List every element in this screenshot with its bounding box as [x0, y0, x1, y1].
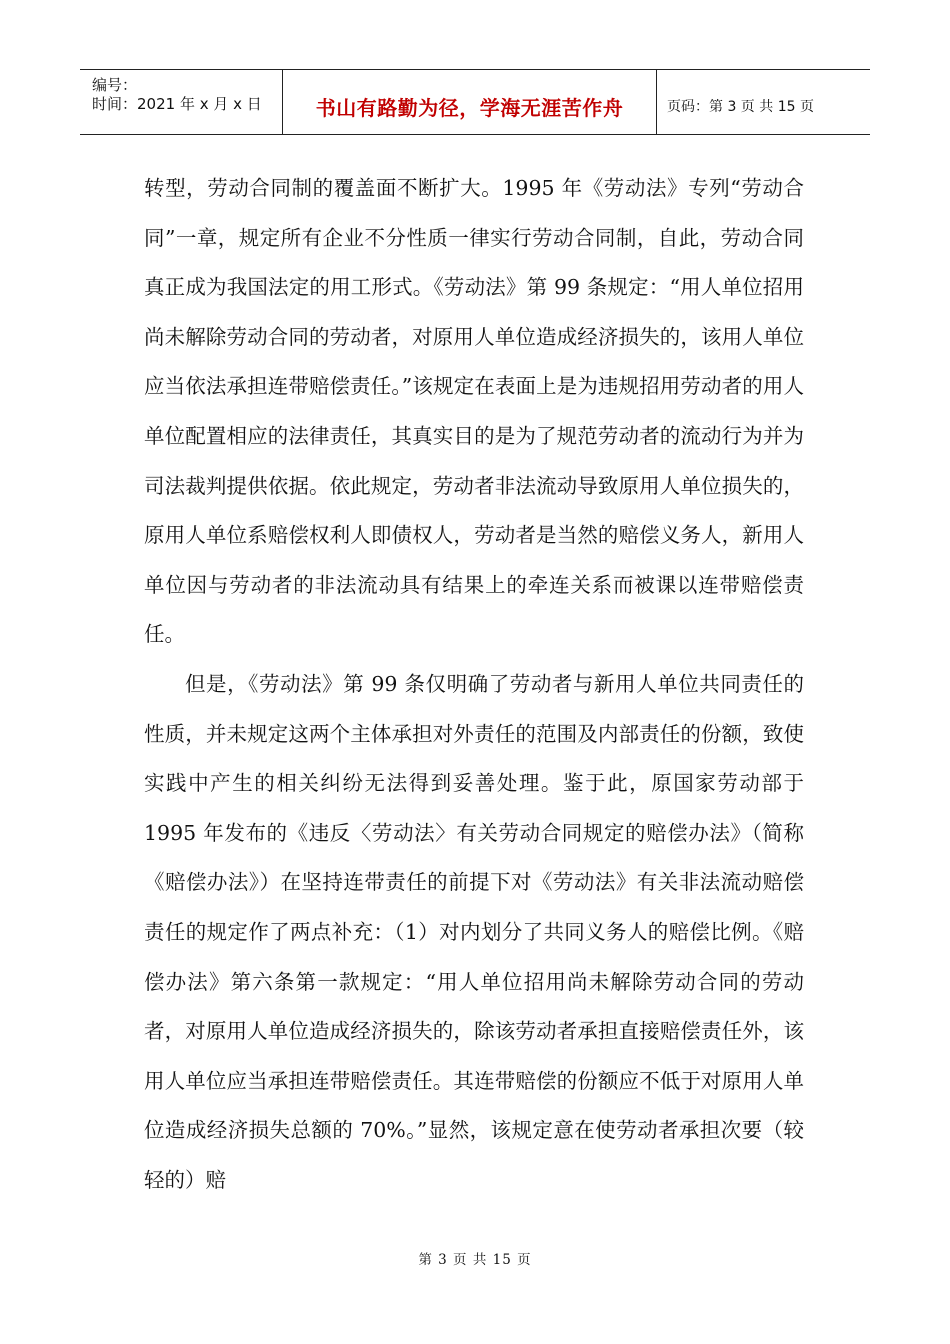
- header-meta-cell: [80, 70, 283, 134]
- page-header: [80, 69, 870, 135]
- page-footer: 第 3 页 共 15 页: [418, 1252, 532, 1268]
- serial-number-label: 编号：: [92, 76, 138, 94]
- motto-text: 书山有路勤为径，学海无涯苦作舟: [315, 96, 624, 120]
- date-label: 时间：2021 年 x 月 x 日: [92, 95, 262, 113]
- paragraph-1: 转型，劳动合同制的覆盖面不断扩大。1995 年《劳动法》专列“劳动合同”一章，规定所有企业不分性质一律实行劳动合同制，自此，劳动合同真正成为我国法定的用工形式。《劳动法》第 99 条规定：“用人单位招用尚未解除劳动合同的劳动者，对原用人单位造成经济损失的，该用人单位应当依法承担连带赔偿责任。”该规定在表面上是为违规招用劳动者的用人单位配置相应的法律责任，其真实目的是为了规范劳动者的流动行为并为司法裁判提供依据。依此规定，劳动者非法流动导致原用人单位损失的，原用人单位系赔偿权利人即债权人，劳动者是当然的赔偿义务人，新用人单位因与劳动者的非法流动具有结果上的牵连关系而被课以连带赔偿责任。: [144, 176, 804, 647]
- header-page-info: 页码：第 3 页 共 15 页: [667, 99, 814, 115]
- paragraph-2: 但是，《劳动法》第 99 条仅明确了劳动者与新用人单位共同责任的性质，并未规定这两个主体承担对外责任的范围及内部责任的份额，致使实践中产生的相关纠纷无法得到妥善处理。鉴于此，原国家劳动部于 1995 年发布的《违反〈劳动法〉有关劳动合同规定的赔偿办法》（简称《赔偿办法》）在坚持连带责任的前提下对《劳动法》有关非法流动赔偿责任的规定作了两点补充：（1）对内划分了共同义务人的赔偿比例。《赔偿办法》第六条第一款规定：“用人单位招用尚未解除劳动合同的劳动者，对原用人单位造成经济损失的，除该劳动者承担直接赔偿责任外，该用人单位应当承担连带赔偿责任。其连带赔偿的份额应不低于对原用人单位造成经济损失总额的 70%。”显然，该规定意在使劳动者承担次要（较轻的）赔: [144, 671, 804, 1192]
- document-body: [144, 164, 804, 1205]
- header-page-cell: [657, 70, 870, 134]
- header-motto-cell: [283, 70, 657, 134]
